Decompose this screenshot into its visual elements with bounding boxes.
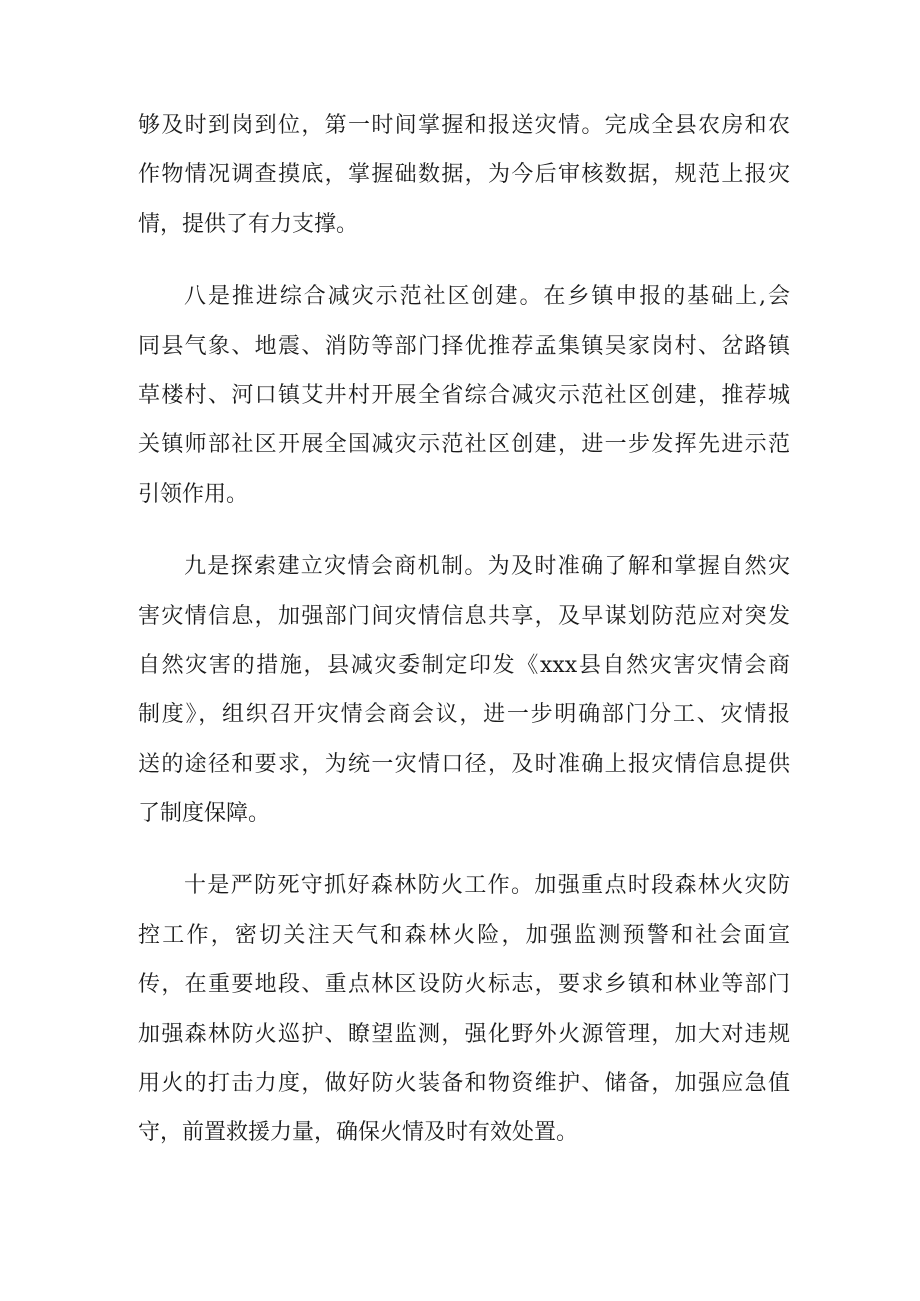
paragraph-line: 同县气象、地震、消防等部门择优推荐孟集镇吴家岗村、岔路镇 — [138, 333, 790, 359]
paragraph-line: 关镇师部社区开展全国减灾示范社区创建，进一步发挥先进示范 — [138, 432, 790, 458]
paragraph-line: 够及时到岗到位，第一时间掌握和报送灾情。完成全县农房和农 — [138, 113, 790, 138]
document-body — [138, 101, 790, 1181]
paragraph-line: 八是推进综合减灾示范社区创建。在乡镇申报的基础上,会 — [184, 284, 790, 310]
paragraph-line: 作物情况调查摸底，掌握础数据，为今后审核数据，规范上报灾 — [138, 162, 790, 188]
paragraph-item-8 — [138, 272, 790, 519]
paragraph-item-9 — [138, 542, 790, 838]
paragraph-line: 自然灾害的措施，县减灾委制定印发《xxx县自然灾害灾情会商 — [138, 652, 790, 678]
paragraph-line: 用火的打击力度，做好防火装备和物资维护、储备，加强应急值 — [138, 1071, 790, 1097]
paragraph-line: 了制度保障。 — [138, 801, 271, 827]
paragraph-line: 守，前置救援力量，确保火情及时有效处置。 — [138, 1120, 579, 1146]
paragraph-line: 十是严防死守抓好森林防火工作。加强重点时段森林火灾防 — [184, 873, 790, 899]
paragraph-line: 送的途径和要求，为统一灾情口径，及时准确上报灾情信息提供 — [138, 751, 790, 777]
paragraph-line: 引领作用。 — [138, 481, 249, 507]
paragraph-line: 草楼村、河口镇艾井村开展全省综合减灾示范社区创建，推荐城 — [138, 382, 790, 408]
paragraph-line: 加强森林防火巡护、瞭望监测，强化野外火源管理，加大对违规 — [138, 1021, 790, 1047]
paragraph-line: 九是探索建立灾情会商机制。为及时准确了解和掌握自然灾 — [184, 554, 790, 580]
paragraph-line: 害灾情信息，加强部门间灾情信息共享，及早谋划防范应对突发 — [138, 603, 790, 629]
paragraph-item-10 — [138, 861, 790, 1157]
paragraph-line: 制度》，组织召开灾情会商会议，进一步明确部门分工、灾情报 — [138, 702, 790, 728]
paragraph-line: 传，在重要地段、重点林区设防火标志，要求乡镇和林业等部门 — [138, 972, 790, 998]
paragraph-continuation — [138, 101, 790, 249]
paragraph-line: 控工作，密切关注天气和森林火险，加强监测预警和社会面宣 — [138, 922, 790, 948]
paragraph-line: 情，提供了有力支撑。 — [138, 211, 359, 237]
